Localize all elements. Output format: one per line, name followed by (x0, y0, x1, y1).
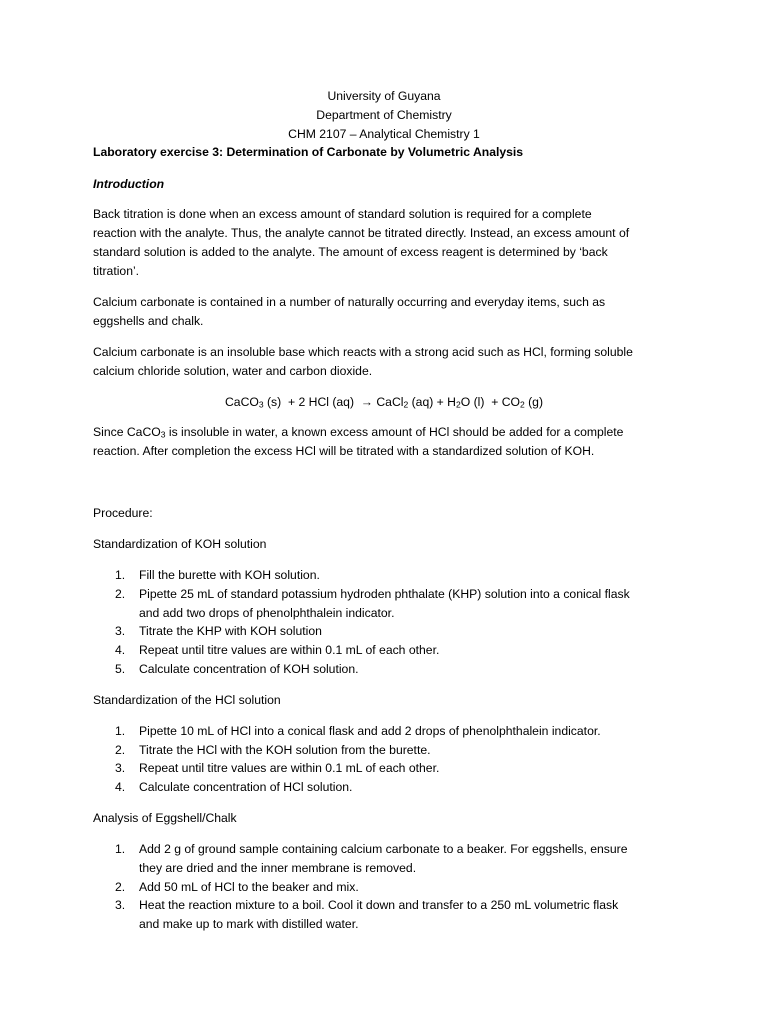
intro-p2-line: eggshells and chalk. (93, 314, 204, 328)
eq-o-l: O (l) + CO (460, 395, 520, 409)
eq-cacl2: CaCl (372, 395, 404, 409)
hcl-section-heading: Standardization of the HCl solution (93, 693, 281, 707)
list-item-continued: and add two drops of phenolphthalein indicator. (139, 606, 395, 620)
list-item: Fill the burette with KOH solution. (139, 568, 320, 582)
list-item: Calculate concentration of HCl solution. (139, 780, 353, 794)
list-number: 1. (115, 842, 126, 856)
list-number: 1. (115, 568, 126, 582)
list-item: Titrate the KHP with KOH solution (139, 624, 322, 638)
list-number: 3. (115, 761, 126, 775)
intro-p1-line: Back titration is done when an excess amount of standard solution is required for a complete (93, 207, 592, 221)
eq-mid: (aq) + H (408, 395, 456, 409)
intro-p1-line: titration’. (93, 264, 140, 278)
arrow-icon: → (360, 395, 373, 409)
list-item: Heat the reaction mixture to a boil. Cool it down and transfer to a 250 mL volumetric flask (139, 898, 619, 912)
list-item: Titrate the HCl with the KOH solution from the burette. (139, 743, 431, 757)
analysis-section-heading: Analysis of Eggshell/Chalk (93, 811, 237, 825)
eq-caco3-sub: 3 (258, 399, 264, 410)
list-number: 4. (115, 643, 126, 657)
intro-p3-line: calcium chloride solution, water and carbon dioxide. (93, 364, 373, 378)
list-item: Pipette 10 mL of HCl into a conical flask and add 2 drops of phenolphthalein indicator. (139, 724, 601, 738)
eq-caco3: CaCO (224, 395, 259, 409)
eq-end: (g) (524, 395, 544, 409)
koh-section-heading: Standardization of KOH solution (93, 537, 267, 551)
list-item: Repeat until titre values are within 0.1 mL of each other. (139, 643, 440, 657)
intro-p3-line: Calcium carbonate is an insoluble base which reacts with a strong acid such as HCl, forming soluble (93, 345, 633, 359)
p4-post: is insoluble in water, a known excess amount of HCl should be added for a complete (165, 425, 624, 439)
list-item: Add 2 g of ground sample containing calcium carbonate to a beaker. For eggshells, ensure (139, 842, 628, 856)
exercise-title: Laboratory exercise 3: Determination of Carbonate by Volumetric Analysis (93, 145, 524, 159)
list-number: 3. (115, 898, 126, 912)
intro-p1-line: standard solution is added to the analyte. The amount of excess reagent is determined by ‘back (93, 245, 608, 259)
list-number: 5. (115, 662, 126, 676)
reaction-equation (0, 393, 768, 411)
introduction-heading: Introduction (93, 177, 165, 191)
eq-cacl2-sub: 2 (403, 399, 409, 410)
department-name: Department of Chemistry (316, 108, 452, 122)
intro-p4-line: reaction. After completion the excess HCl will be titrated with a standardized solution of KOH. (93, 444, 595, 458)
list-item: Repeat until titre values are within 0.1 mL of each other. (139, 761, 440, 775)
list-item-continued: and make up to mark with distilled water. (139, 917, 359, 931)
intro-p2-line: Calcium carbonate is contained in a number of naturally occurring and everyday items, such as (93, 295, 606, 309)
list-number: 4. (115, 780, 126, 794)
university-name: University of Guyana (327, 89, 441, 103)
list-number: 2. (115, 743, 126, 757)
eq-reactants: (s) + 2 HCl (aq) (263, 395, 361, 409)
list-item-continued: they are dried and the inner membrane is removed. (139, 861, 417, 875)
p4-sub: 3 (160, 429, 166, 440)
intro-p1-line: reaction with the analyte. Thus, the analyte cannot be titrated directly. Instead, an excess amount of (93, 226, 630, 240)
list-number: 3. (115, 624, 126, 638)
p4-pre: Since CaCO (93, 425, 161, 439)
list-item: Add 50 mL of HCl to the beaker and mix. (139, 880, 359, 894)
intro-p4-line (93, 423, 683, 442)
list-number: 1. (115, 724, 126, 738)
list-number: 2. (115, 587, 126, 601)
procedure-heading: Procedure: (93, 506, 153, 520)
list-number: 2. (115, 880, 126, 894)
eq-h2o-sub: 2 (455, 399, 461, 410)
eq-co2-sub: 2 (519, 399, 525, 410)
list-item: Calculate concentration of KOH solution. (139, 662, 359, 676)
course-title: CHM 2107 – Analytical Chemistry 1 (288, 127, 480, 141)
list-item: Pipette 25 mL of standard potassium hydroden phthalate (KHP) solution into a conical flask (139, 587, 630, 601)
